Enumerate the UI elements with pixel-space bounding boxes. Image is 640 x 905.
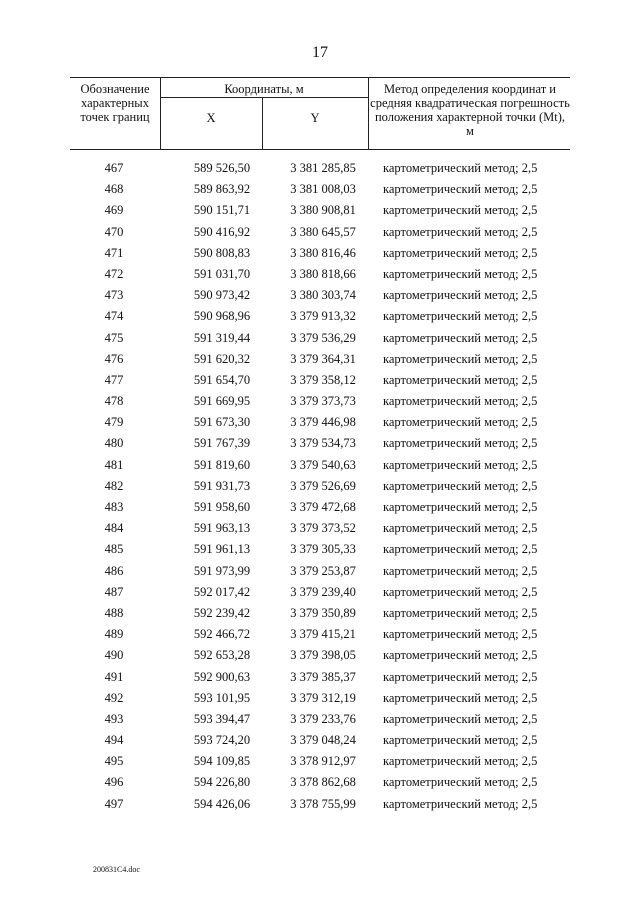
coord-x: 594 426,06 <box>193 796 251 811</box>
coord-x: 592 017,42 <box>193 584 251 599</box>
coord-y: 3 379 913,32 <box>290 309 356 324</box>
point-id: 468 <box>104 182 124 197</box>
table-row <box>0 222 640 243</box>
method-accuracy: картометрический метод; 2,5 <box>383 182 538 197</box>
table-row <box>0 391 640 412</box>
table-body <box>0 158 640 815</box>
header-divider <box>160 97 368 98</box>
method-accuracy: картометрический метод; 2,5 <box>383 372 538 387</box>
table-row <box>0 370 640 391</box>
point-id: 469 <box>104 203 124 218</box>
point-id: 492 <box>104 690 124 705</box>
method-accuracy: картометрический метод; 2,5 <box>383 288 538 303</box>
point-id: 467 <box>104 161 124 175</box>
coord-x: 592 466,72 <box>193 627 251 642</box>
coord-x: 591 973,99 <box>193 563 251 578</box>
point-id: 472 <box>104 266 124 281</box>
point-id: 473 <box>104 288 124 303</box>
point-id: 477 <box>104 372 124 387</box>
coord-y: 3 381 285,85 <box>290 161 356 175</box>
table-row <box>0 709 640 730</box>
point-id: 491 <box>104 669 124 684</box>
coord-y: 3 379 446,98 <box>290 415 356 430</box>
coord-y: 3 379 526,69 <box>290 478 356 493</box>
table-header <box>70 77 570 150</box>
point-id: 485 <box>104 542 124 557</box>
coord-x: 593 394,47 <box>193 711 251 726</box>
method-accuracy: картометрический метод; 2,5 <box>383 309 538 324</box>
page-number: 17 <box>312 44 328 61</box>
method-accuracy: картометрический метод; 2,5 <box>383 711 538 726</box>
table-row <box>0 772 640 793</box>
coord-x: 594 109,85 <box>193 754 251 769</box>
method-accuracy: картометрический метод; 2,5 <box>383 584 538 599</box>
point-id: 488 <box>104 605 124 620</box>
method-accuracy: картометрический метод; 2,5 <box>383 478 538 493</box>
point-id: 474 <box>104 309 124 324</box>
coord-y: 3 379 364,31 <box>290 351 356 366</box>
point-id: 476 <box>104 351 124 366</box>
table-row <box>0 624 640 645</box>
table-row <box>0 645 640 666</box>
point-id: 481 <box>104 457 124 472</box>
table-row <box>0 688 640 709</box>
point-id: 479 <box>104 415 124 430</box>
coord-x: 591 673,30 <box>193 415 251 430</box>
coord-y: 3 380 303,74 <box>290 288 356 303</box>
point-id: 470 <box>104 224 124 239</box>
coord-x: 591 620,32 <box>193 351 251 366</box>
coord-x: 593 724,20 <box>193 733 251 748</box>
header-method: Метод определения координат и средняя квадратическая погрешность положения характерной точки (Mt), м <box>370 82 570 138</box>
table-row <box>0 285 640 306</box>
coord-x: 590 808,83 <box>193 245 251 260</box>
coord-x: 590 973,42 <box>193 288 251 303</box>
table-row <box>0 158 640 179</box>
method-accuracy: картометрический метод; 2,5 <box>383 754 538 769</box>
coord-x: 591 931,73 <box>193 478 251 493</box>
coord-x: 592 239,42 <box>193 605 251 620</box>
method-accuracy: картометрический метод; 2,5 <box>383 415 538 430</box>
method-accuracy: картометрический метод; 2,5 <box>383 521 538 536</box>
table-row <box>0 328 640 349</box>
coord-y: 3 379 373,73 <box>290 394 356 409</box>
coord-y: 3 379 350,89 <box>290 605 356 620</box>
point-id: 478 <box>104 394 124 409</box>
point-id: 497 <box>104 796 124 811</box>
header-coordinates: Координаты, м <box>224 82 304 96</box>
point-id: 495 <box>104 754 124 769</box>
table-row <box>0 412 640 433</box>
method-accuracy: картометрический метод; 2,5 <box>383 775 538 790</box>
coord-x: 590 968,96 <box>193 309 251 324</box>
table-row <box>0 539 640 560</box>
coord-y: 3 380 908,81 <box>290 203 356 218</box>
coord-y: 3 379 415,21 <box>290 627 356 642</box>
coord-x: 593 101,95 <box>193 690 251 705</box>
coord-y: 3 379 305,33 <box>290 542 356 557</box>
footer-filename: 200831C4.doc <box>93 865 140 874</box>
table-row <box>0 476 640 497</box>
point-id: 484 <box>104 521 124 536</box>
point-id: 496 <box>104 775 124 790</box>
coord-y: 3 379 398,05 <box>290 648 356 663</box>
coord-y: 3 379 536,29 <box>290 330 356 345</box>
coord-y: 3 379 312,19 <box>290 690 356 705</box>
method-accuracy: картометрический метод; 2,5 <box>383 605 538 620</box>
table-row <box>0 264 640 285</box>
table-row <box>0 433 640 454</box>
method-accuracy: картометрический метод; 2,5 <box>383 500 538 514</box>
coord-y: 3 380 816,46 <box>290 245 356 260</box>
point-id: 482 <box>104 478 124 493</box>
table-row <box>0 179 640 200</box>
table-row <box>0 243 640 264</box>
point-id: 494 <box>104 733 124 748</box>
coord-x: 591 654,70 <box>193 372 251 387</box>
point-id: 483 <box>104 500 124 514</box>
coord-y: 3 379 253,87 <box>290 563 356 578</box>
coord-x: 591 963,13 <box>193 521 251 536</box>
method-accuracy: картометрический метод; 2,5 <box>383 161 538 175</box>
method-accuracy: картометрический метод; 2,5 <box>383 669 538 684</box>
table-row <box>0 667 640 688</box>
table-row <box>0 582 640 603</box>
table-row <box>0 730 640 751</box>
coord-x: 591 319,44 <box>193 330 251 345</box>
header-x: X <box>206 111 216 125</box>
table-row <box>0 306 640 327</box>
coord-y: 3 379 540,63 <box>290 457 356 472</box>
method-accuracy: картометрический метод; 2,5 <box>383 394 538 409</box>
method-accuracy: картометрический метод; 2,5 <box>383 690 538 705</box>
method-accuracy: картометрический метод; 2,5 <box>383 563 538 578</box>
coord-x: 590 151,71 <box>193 203 251 218</box>
table-row <box>0 518 640 539</box>
table-row <box>0 200 640 221</box>
coord-x: 589 526,50 <box>193 161 251 175</box>
coord-y: 3 378 912,97 <box>290 754 356 769</box>
method-accuracy: картометрический метод; 2,5 <box>383 627 538 642</box>
method-accuracy: картометрический метод; 2,5 <box>383 648 538 663</box>
coord-x: 592 653,28 <box>193 648 251 663</box>
point-id: 475 <box>104 330 124 345</box>
table-row <box>0 751 640 772</box>
table-row <box>0 561 640 582</box>
coord-x: 591 958,60 <box>193 500 251 514</box>
coord-x: 591 669,95 <box>193 394 251 409</box>
coord-y: 3 379 358,12 <box>290 372 356 387</box>
coord-x: 591 819,60 <box>193 457 251 472</box>
table-row <box>0 349 640 370</box>
coord-y: 3 378 755,99 <box>290 796 356 811</box>
header-y: Y <box>310 111 320 125</box>
coord-x: 592 900,63 <box>193 669 251 684</box>
method-accuracy: картометрический метод; 2,5 <box>383 203 538 218</box>
method-accuracy: картометрический метод; 2,5 <box>383 351 538 366</box>
point-id: 486 <box>104 563 124 578</box>
point-id: 471 <box>104 245 124 260</box>
coord-x: 591 961,13 <box>193 542 251 557</box>
point-id: 490 <box>104 648 124 663</box>
coord-y: 3 379 472,68 <box>290 500 356 514</box>
coord-y: 3 379 534,73 <box>290 436 356 451</box>
point-id: 487 <box>104 584 124 599</box>
coord-y: 3 378 862,68 <box>290 775 356 790</box>
method-accuracy: картометрический метод; 2,5 <box>383 542 538 557</box>
method-accuracy: картометрический метод; 2,5 <box>383 733 538 748</box>
table-row <box>0 497 640 518</box>
coord-y: 3 381 008,03 <box>290 182 356 197</box>
method-accuracy: картометрический метод; 2,5 <box>383 436 538 451</box>
coord-x: 591 767,39 <box>193 436 251 451</box>
coord-x: 589 863,92 <box>193 182 251 197</box>
header-designation: Обозначение характерных точек границ <box>80 82 150 124</box>
coord-y: 3 380 645,57 <box>290 224 356 239</box>
coord-y: 3 380 818,66 <box>290 266 356 281</box>
coord-x: 591 031,70 <box>193 266 251 281</box>
coord-x: 594 226,80 <box>193 775 251 790</box>
coord-y: 3 379 385,37 <box>290 669 356 684</box>
method-accuracy: картометрический метод; 2,5 <box>383 330 538 345</box>
table-row <box>0 455 640 476</box>
method-accuracy: картометрический метод; 2,5 <box>383 457 538 472</box>
coord-y: 3 379 239,40 <box>290 584 356 599</box>
method-accuracy: картометрический метод; 2,5 <box>383 245 538 260</box>
method-accuracy: картометрический метод; 2,5 <box>383 796 538 811</box>
table-row <box>0 794 640 815</box>
header-divider <box>368 78 369 149</box>
coord-y: 3 379 373,52 <box>290 521 356 536</box>
method-accuracy: картометрический метод; 2,5 <box>383 224 538 239</box>
point-id: 493 <box>104 711 124 726</box>
coord-y: 3 379 233,76 <box>290 711 356 726</box>
table-row <box>0 603 640 624</box>
coord-y: 3 379 048,24 <box>290 733 356 748</box>
coord-x: 590 416,92 <box>193 224 251 239</box>
method-accuracy: картометрический метод; 2,5 <box>383 266 538 281</box>
point-id: 480 <box>104 436 124 451</box>
point-id: 489 <box>104 627 124 642</box>
